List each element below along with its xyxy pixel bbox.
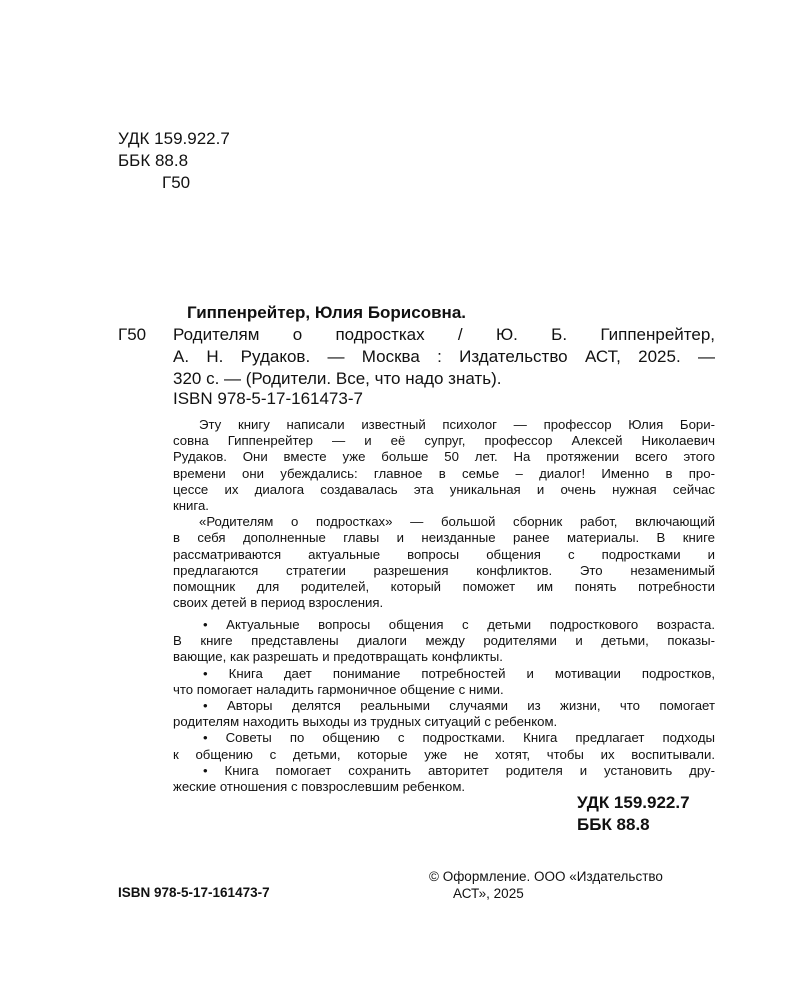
bullet-line: что помогает наладить гармоничное общение с ними. xyxy=(173,681,504,697)
udk-code: УДК 159.922.7 xyxy=(118,129,230,148)
copyright-line: АСТ», 2025 xyxy=(453,886,524,901)
bbk-code-bold: ББК 88.8 xyxy=(577,815,650,834)
text-line: Эту книгу написали известный психолог — профессор Юлия Бори- xyxy=(199,417,715,432)
title-line: Родителям о подростках / Ю. Б. Гиппенрейтер, xyxy=(173,325,715,344)
title-line: 320 с. — (Родители. Все, что надо знать). xyxy=(173,369,502,388)
text-line: предлагаются стратегии разрешения конфликтов. Это незаменимый xyxy=(173,562,715,578)
top-classification xyxy=(118,128,230,194)
bullet-line: жеские отношения с повзрослевшим ребенком. xyxy=(173,779,466,795)
text-line: помощник для родителей, который поможет им понять потребности xyxy=(173,579,715,595)
annotation-paragraph-1 xyxy=(173,417,715,514)
entry-description xyxy=(173,324,715,390)
annotation-bullets xyxy=(173,617,715,795)
text-line: книга. xyxy=(173,498,209,514)
text-line: «Родителям о подростках» — большой сборник работ, включающий xyxy=(199,514,715,530)
bullet-line: • Книга помогает сохранить авторитет родителя и установить дру- xyxy=(203,762,715,778)
footer-isbn: ISBN 978-5-17-161473-7 xyxy=(118,885,270,900)
copyright-line: © Оформление. ООО «Издательство xyxy=(429,869,663,884)
bullet-line: • Авторы делятся реальными случаями из жизни, что помогает xyxy=(203,698,715,714)
title-line: А. Н. Рудаков. — Москва : Издательство АСТ, 2025. — xyxy=(173,347,715,366)
bbk-code: ББК 88.8 xyxy=(118,151,189,170)
bullet-line: вающие, как разрешать и предотвращать конфликты. xyxy=(173,649,503,665)
entry-author-mark: Г50 xyxy=(118,325,147,344)
bullet-line: к общению с детьми, которые уже не хотят, чтобы их воспитывали. xyxy=(173,746,715,762)
bullet-line: • Актуальные вопросы общения с детьми подросткового возраста. xyxy=(203,617,715,632)
text-line: цессе их диалога создавалась эта уникальная и очень нужная сейчас xyxy=(173,481,715,497)
text-line: Рудаков. Они вместе уже больше 50 лет. На протяжении всего этого xyxy=(173,449,715,465)
text-line: в себя дополненные главы и неизданные ранее материалы. В книге xyxy=(173,530,715,546)
bottom-classification xyxy=(577,792,690,836)
bullet-line: • Советы по общению с подростками. Книга предлагает подходы xyxy=(203,730,715,746)
annotation xyxy=(173,417,715,611)
bullet-line: В книге представлены диалоги между родителями и детьми, показы- xyxy=(173,633,715,649)
author-heading: Гиппенрейтер, Юлия Борисовна. xyxy=(187,303,466,322)
bullet-line: родителям находить выходы из трудных ситуаций с ребенком. xyxy=(173,714,558,730)
annotation-paragraph-2 xyxy=(173,514,715,611)
udk-code-bold: УДК 159.922.7 xyxy=(577,793,690,812)
author-mark: Г50 xyxy=(162,173,191,192)
text-line: совна Гиппенрейтер — и её супруг, профессор Алексей Николаевич xyxy=(173,433,715,449)
text-line: своих детей в период взросления. xyxy=(173,595,384,611)
text-line: времени они убеждались: главное в семье – диалог! Именно в про- xyxy=(173,465,715,481)
copyright-notice xyxy=(429,868,663,902)
text-line: рассматриваются актуальные вопросы общения с подростками и xyxy=(173,546,715,562)
bullet-line: • Книга дает понимание потребностей и мотивации подростков, xyxy=(203,665,715,681)
isbn-line: ISBN 978-5-17-161473-7 xyxy=(173,389,363,408)
